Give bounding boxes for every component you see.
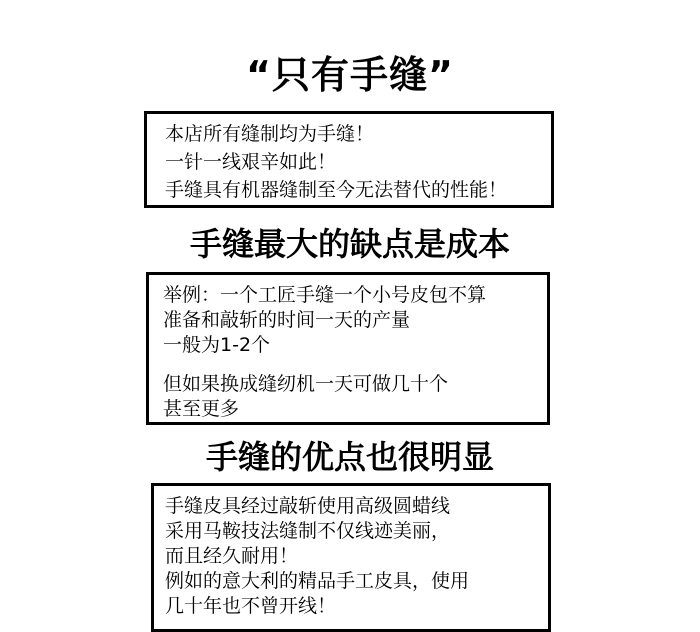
box-line: 甚至更多: [163, 398, 240, 420]
section-heading-cost: 手缝最大的缺点是成本: [189, 225, 510, 263]
box-line: 一针一线艰辛如此！: [165, 151, 337, 173]
info-box-advantages: [151, 483, 551, 632]
box-line: 一般为1-2个: [163, 334, 271, 356]
box-line: 几十年也不曾开线！: [165, 595, 337, 617]
box-line: 例如的意大利的精品手工皮具，使用: [165, 570, 470, 592]
section-heading-advantages: 手缝的优点也很明显: [205, 438, 494, 476]
box-line: 举例：一个工匠手缝一个小号皮包不算: [163, 284, 487, 306]
info-box-hand-stitching: [144, 111, 554, 208]
box-line: 但如果换成缝纫机一天可做几十个: [163, 373, 449, 395]
box-line: 手缝具有机器缝制至今无法替代的性能！: [165, 179, 508, 201]
box-line: 而且经久耐用！: [165, 545, 299, 567]
box-line: 本店所有缝制均为手缝！: [165, 123, 375, 145]
box-line: 手缝皮具经过敲斩使用高级圆蜡线: [165, 495, 451, 517]
box-line: 准备和敲斩的时间一天的产量: [163, 309, 411, 331]
box-line: 采用马鞍技法缝制不仅线迹美丽，: [165, 520, 451, 542]
page-title: “只有手缝”: [246, 53, 454, 97]
info-box-cost-example: [146, 272, 550, 425]
